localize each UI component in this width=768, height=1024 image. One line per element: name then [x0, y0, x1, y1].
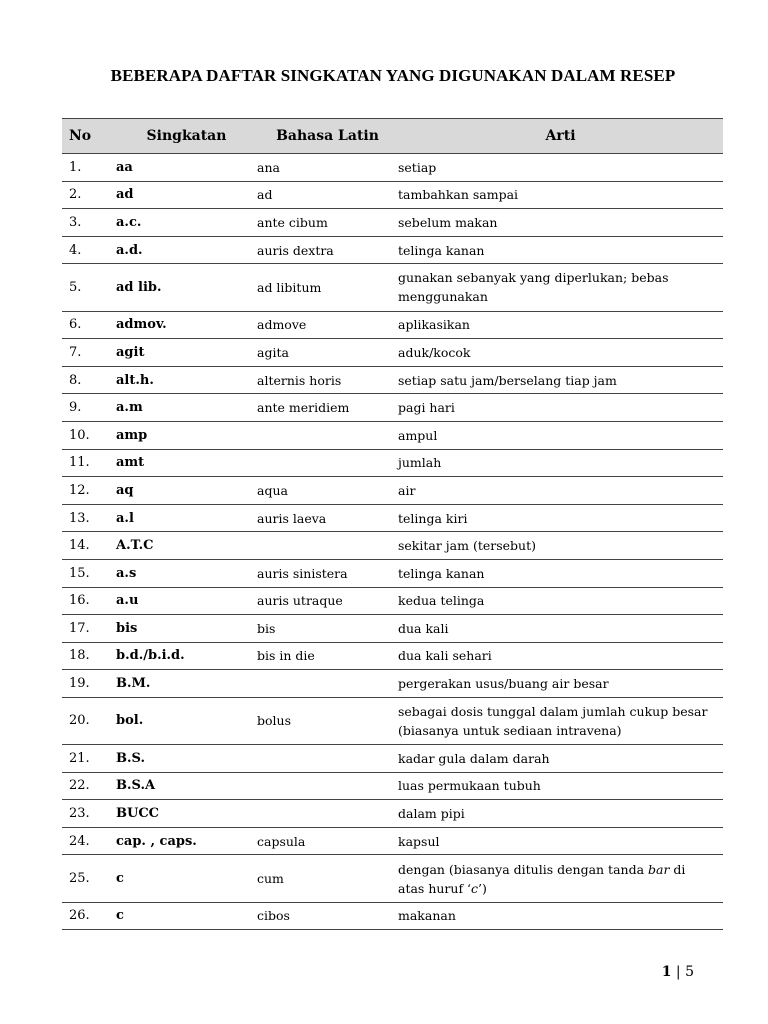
meaning-fragment: bar: [648, 861, 670, 877]
meaning-cell: [398, 855, 723, 902]
abbreviation-cell: a.c.: [116, 209, 257, 237]
latin-cell: ante meridiem: [257, 394, 398, 422]
abbreviation-cell: B.S.: [116, 745, 257, 773]
meaning-fragment: c: [471, 880, 479, 896]
table-row: [62, 366, 723, 394]
row-number: 6.: [62, 311, 116, 339]
latin-cell: cibos: [257, 902, 398, 930]
table-row: [62, 902, 723, 930]
meaning-cell: luas permukaan tubuh: [398, 772, 723, 800]
current-page: 1: [661, 964, 672, 980]
table-row: [62, 394, 723, 422]
abbreviation-cell: B.S.A: [116, 772, 257, 800]
meaning-cell: aduk/kocok: [398, 339, 723, 367]
latin-cell: agita: [257, 339, 398, 367]
row-number: 1.: [62, 154, 116, 182]
abbreviation-cell: a.l: [116, 504, 257, 532]
abbreviation-cell: B.M.: [116, 670, 257, 698]
meaning-cell: kapsul: [398, 827, 723, 855]
row-number: 22.: [62, 772, 116, 800]
row-number: 13.: [62, 504, 116, 532]
table-row: [62, 477, 723, 505]
abbreviation-cell: ad: [116, 181, 257, 209]
meaning-cell: jumlah: [398, 449, 723, 477]
row-number: 2.: [62, 181, 116, 209]
meaning-cell: setiap satu jam/berselang tiap jam: [398, 366, 723, 394]
table-row: [62, 181, 723, 209]
meaning-cell: aplikasikan: [398, 311, 723, 339]
row-number: 26.: [62, 902, 116, 930]
meaning-fragment: ’): [478, 880, 487, 896]
meaning-fragment: di atas huruf ‘: [398, 861, 686, 896]
row-number: 24.: [62, 827, 116, 855]
table-row: [62, 697, 723, 744]
meaning-cell: telinga kanan: [398, 236, 723, 264]
latin-cell: capsula: [257, 827, 398, 855]
meaning-cell: sebagai dosis tunggal dalam jumlah cukup besar (biasanya untuk sediaan intravena): [398, 697, 723, 744]
abbreviation-cell: ad lib.: [116, 264, 257, 311]
meaning-cell: sekitar jam (tersebut): [398, 532, 723, 560]
meaning-cell: dua kali: [398, 615, 723, 643]
latin-cell: bolus: [257, 697, 398, 744]
row-number: 20.: [62, 697, 116, 744]
abbreviation-cell: agit: [116, 339, 257, 367]
table-row: [62, 800, 723, 828]
abbreviation-cell: amp: [116, 421, 257, 449]
latin-cell: [257, 421, 398, 449]
page-title: BEBERAPA DAFTAR SINGKATAN YANG DIGUNAKAN DALAM RESEP: [110, 66, 676, 85]
meaning-cell: telinga kiri: [398, 504, 723, 532]
abbreviation-cell: b.d./b.i.d.: [116, 642, 257, 670]
table-row: [62, 311, 723, 339]
header-singkatan: Singkatan: [116, 119, 257, 154]
abbreviation-cell: amt: [116, 449, 257, 477]
table-row: [62, 264, 723, 311]
table-row: [62, 587, 723, 615]
latin-cell: ad libitum: [257, 264, 398, 311]
table-row: [62, 209, 723, 237]
row-number: 7.: [62, 339, 116, 367]
header-no: No: [62, 119, 116, 154]
table-row: [62, 855, 723, 902]
abbreviation-cell: cap. , caps.: [116, 827, 257, 855]
meaning-cell: setiap: [398, 154, 723, 182]
abbreviation-cell: c: [116, 855, 257, 902]
latin-cell: auris dextra: [257, 236, 398, 264]
table-row: [62, 449, 723, 477]
latin-cell: [257, 745, 398, 773]
meaning-cell: telinga kanan: [398, 559, 723, 587]
meaning-cell: gunakan sebanyak yang diperlukan; bebas menggunakan: [398, 264, 723, 311]
table-row: [62, 559, 723, 587]
latin-cell: bis: [257, 615, 398, 643]
latin-cell: ana: [257, 154, 398, 182]
table-row: [62, 642, 723, 670]
table-row: [62, 154, 723, 182]
abbreviation-cell: A.T.C: [116, 532, 257, 560]
row-number: 11.: [62, 449, 116, 477]
row-number: 14.: [62, 532, 116, 560]
table-row: [62, 421, 723, 449]
table-row: [62, 339, 723, 367]
row-number: 15.: [62, 559, 116, 587]
meaning-cell: sebelum makan: [398, 209, 723, 237]
latin-cell: ante cibum: [257, 209, 398, 237]
latin-cell: alternis horis: [257, 366, 398, 394]
latin-cell: [257, 532, 398, 560]
meaning-cell: tambahkan sampai: [398, 181, 723, 209]
meaning-cell: air: [398, 477, 723, 505]
latin-cell: ad: [257, 181, 398, 209]
total-pages: 5: [685, 964, 694, 980]
table-row: [62, 615, 723, 643]
meaning-cell: pagi hari: [398, 394, 723, 422]
row-number: 21.: [62, 745, 116, 773]
meaning-fragment: dengan (biasanya ditulis dengan tanda: [398, 861, 648, 877]
abbreviation-cell: aq: [116, 477, 257, 505]
abbreviation-cell: a.u: [116, 587, 257, 615]
row-number: 5.: [62, 264, 116, 311]
table-row: [62, 772, 723, 800]
latin-cell: auris utraque: [257, 587, 398, 615]
meaning-cell: makanan: [398, 902, 723, 930]
meaning-cell: ampul: [398, 421, 723, 449]
table-row: [62, 745, 723, 773]
latin-cell: [257, 670, 398, 698]
row-number: 17.: [62, 615, 116, 643]
row-number: 10.: [62, 421, 116, 449]
table-row: [62, 236, 723, 264]
abbreviation-cell: bol.: [116, 697, 257, 744]
meaning-cell: kedua telinga: [398, 587, 723, 615]
page-separator: |: [671, 964, 686, 980]
row-number: 4.: [62, 236, 116, 264]
latin-cell: [257, 449, 398, 477]
row-number: 8.: [62, 366, 116, 394]
row-number: 18.: [62, 642, 116, 670]
table-header-row: [62, 119, 723, 154]
row-number: 9.: [62, 394, 116, 422]
latin-cell: auris sinistera: [257, 559, 398, 587]
header-arti: Arti: [398, 119, 723, 154]
table-row: [62, 532, 723, 560]
row-number: 3.: [62, 209, 116, 237]
row-number: 16.: [62, 587, 116, 615]
meaning-cell: kadar gula dalam darah: [398, 745, 723, 773]
latin-cell: admove: [257, 311, 398, 339]
row-number: 23.: [62, 800, 116, 828]
header-bahasa-latin: Bahasa Latin: [257, 119, 398, 154]
abbreviation-cell: alt.h.: [116, 366, 257, 394]
table-row: [62, 504, 723, 532]
meaning-cell: dua kali sehari: [398, 642, 723, 670]
row-number: 25.: [62, 855, 116, 902]
row-number: 19.: [62, 670, 116, 698]
row-number: 12.: [62, 477, 116, 505]
latin-cell: aqua: [257, 477, 398, 505]
abbreviation-cell: bis: [116, 615, 257, 643]
meaning-cell: dalam pipi: [398, 800, 723, 828]
abbreviation-cell: a.d.: [116, 236, 257, 264]
table-row: [62, 827, 723, 855]
abbreviation-cell: a.m: [116, 394, 257, 422]
latin-cell: [257, 800, 398, 828]
latin-cell: [257, 772, 398, 800]
abbreviation-cell: a.s: [116, 559, 257, 587]
abbreviation-table: [62, 118, 723, 930]
table-row: [62, 670, 723, 698]
page-number: [662, 964, 694, 980]
abbreviation-cell: admov.: [116, 311, 257, 339]
abbreviation-cell: aa: [116, 154, 257, 182]
abbreviation-cell: BUCC: [116, 800, 257, 828]
latin-cell: auris laeva: [257, 504, 398, 532]
abbreviation-cell: c: [116, 902, 257, 930]
latin-cell: cum: [257, 855, 398, 902]
latin-cell: bis in die: [257, 642, 398, 670]
meaning-cell: pergerakan usus/buang air besar: [398, 670, 723, 698]
